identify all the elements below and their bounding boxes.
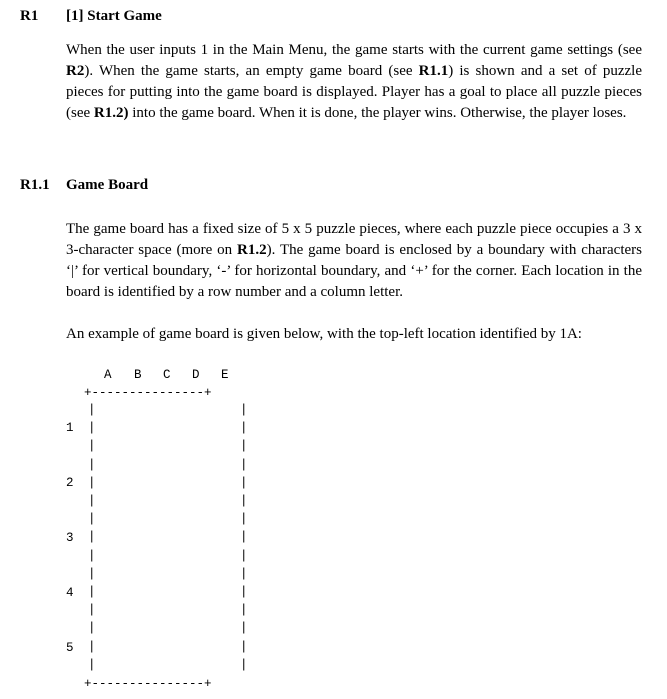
board-right-border: |: [240, 640, 248, 654]
section-title-r1: [1] Start Game: [66, 8, 162, 24]
board-right-border: |: [240, 658, 248, 672]
column-label: C: [163, 368, 171, 382]
board-left-border: |: [88, 512, 96, 526]
text-segment: The game board has a fixed size of 5 x 5 puzzle pieces, where each puzzle piece occupies a 3 x 3-character space (more on: [66, 221, 642, 258]
text-segment: R1.2): [93, 105, 129, 121]
board-right-border: |: [240, 476, 248, 490]
board-right-border: |: [240, 512, 248, 526]
board-left-border: |: [88, 567, 96, 581]
text-segment: R2: [66, 63, 85, 79]
text-segment: R1.2: [237, 242, 267, 258]
text-segment: When the user inputs 1 in the Main Menu, the game starts with the current game settings (see: [66, 42, 642, 58]
row-label: 2: [66, 476, 74, 490]
section-title-r1-1: Game Board: [66, 177, 149, 193]
paragraph-example: An example of game board is given below, with the top-left location identified by 1A:: [66, 326, 582, 342]
board-left-border: |: [88, 549, 96, 563]
board-right-border: |: [240, 403, 248, 417]
text-segment: ). The game board is enclosed by a boundary with characters ‘|’ for vertical boundary, ‘-’ for horizontal boundary, and ‘+’ for the corner. Each location in the board is identified by a row number and a column letter.: [66, 242, 642, 300]
board-left-border: |: [88, 403, 96, 417]
column-label: E: [221, 368, 229, 382]
text-segment: ). When the game starts, an empty game board (see: [84, 63, 419, 79]
board-left-border: |: [88, 421, 96, 435]
board-left-border: |: [88, 640, 96, 654]
board-left-border: |: [88, 439, 96, 453]
row-label: 4: [66, 586, 74, 600]
board-left-border: |: [88, 603, 96, 617]
board-left-border: |: [88, 458, 96, 472]
board-left-border: |: [88, 530, 96, 544]
board-right-border: |: [240, 439, 248, 453]
board-right-border: |: [240, 621, 248, 635]
column-label: D: [192, 368, 200, 382]
text-segment: into the game board. When it is done, the player wins. Otherwise, the player loses.: [128, 105, 627, 121]
board-left-border: |: [88, 658, 96, 672]
board-left-border: |: [88, 621, 96, 635]
board-right-border: |: [240, 567, 248, 581]
row-label: 1: [66, 421, 74, 435]
board-left-border: |: [88, 476, 96, 490]
board-left-border: |: [88, 585, 96, 599]
text-segment: R1.1: [418, 63, 449, 79]
board-right-border: |: [240, 494, 248, 508]
board-right-border: |: [240, 603, 248, 617]
board-right-border: |: [240, 458, 248, 472]
paragraph-start-game: [66, 40, 642, 124]
row-label: 5: [66, 641, 74, 655]
section-number-r1: R1: [20, 8, 39, 24]
section-number-r1-1: R1.1: [20, 177, 50, 193]
row-label: 3: [66, 531, 74, 545]
board-bottom-border: +---------------+: [84, 677, 212, 691]
board-left-border: |: [88, 494, 96, 508]
column-label: B: [134, 368, 142, 382]
board-right-border: |: [240, 530, 248, 544]
paragraph-game-board: [66, 219, 642, 303]
board-right-border: |: [240, 549, 248, 563]
text-segment: ) is shown and a set of puzzle pieces for putting into the game board is displayed. Player has a goal to place all puzzle pieces (see: [66, 63, 642, 121]
board-right-border: |: [240, 585, 248, 599]
board-right-border: |: [240, 421, 248, 435]
column-label: A: [104, 368, 112, 382]
board-top-border: +---------------+: [84, 386, 212, 400]
